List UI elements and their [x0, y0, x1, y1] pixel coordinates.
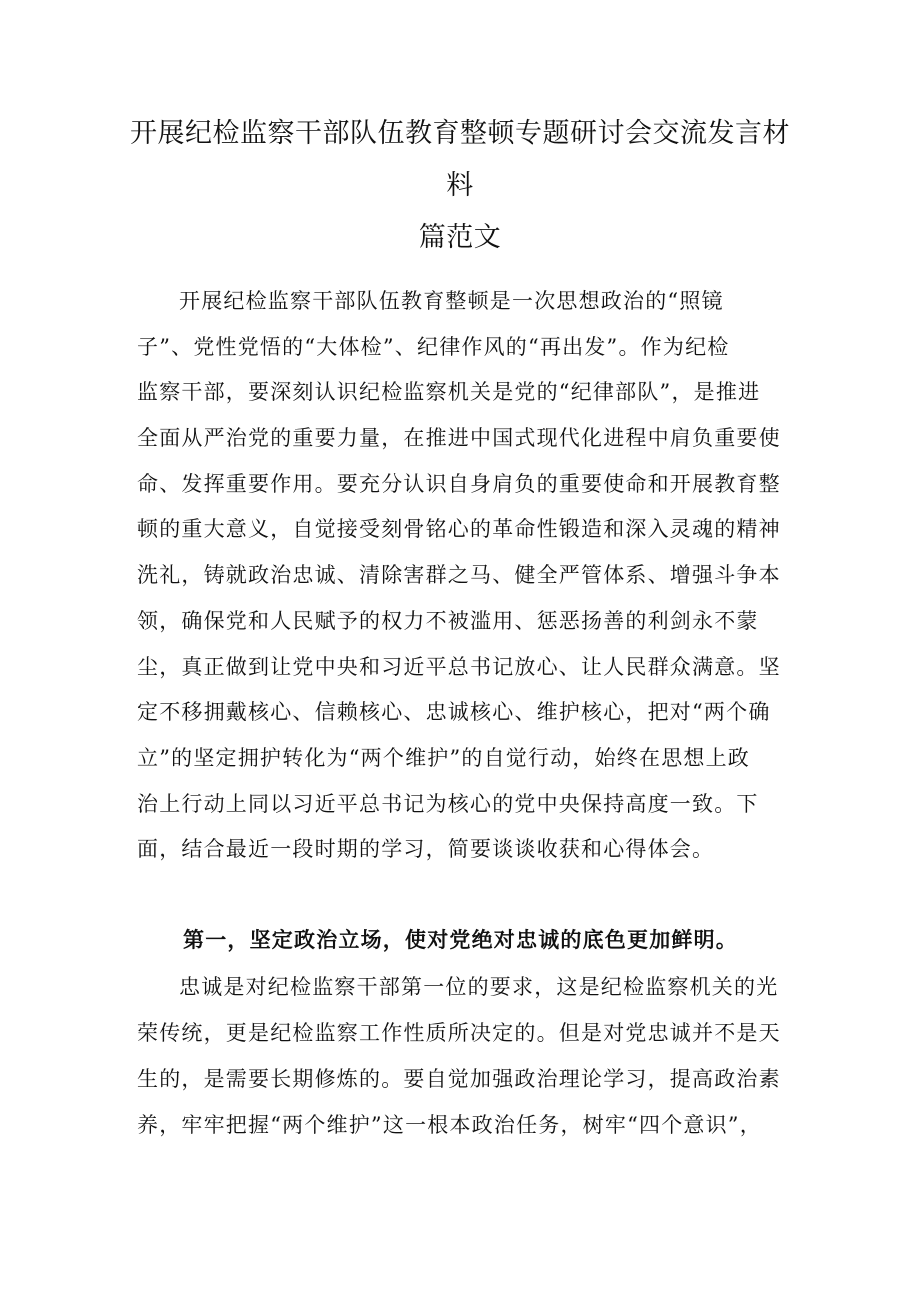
paragraph-line: 忠诚是对纪检监察干部第一位的要求，这是纪检监察机关的光	[179, 975, 779, 999]
paragraph-line: 立”的坚定拥护转化为“两个维护”的自觉行动，始终在思想上政	[137, 745, 751, 770]
paragraph-line: 面，结合最近一段时期的学习，简要谈谈收获和心得体会。	[137, 837, 715, 862]
paragraph-line: 定不移拥戴核心、信赖核心、忠诚核心、维护核心，把对“两个确	[137, 700, 771, 725]
paragraph-line: 领，确保党和人民赋予的权力不被滥用、惩恶扬善的利剑永不蒙	[137, 608, 759, 633]
paragraph-line: 顿的重大意义，自觉接受刻骨铭心的革命性锻造和深入灵魂的精神	[137, 517, 781, 542]
paragraph-line: 生的，是需要长期修炼的。要自觉加强政治理论学习，提高政治素	[137, 1067, 781, 1091]
paragraph-line: 尘，真正做到让党中央和习近平总书记放心、让人民群众满意。坚	[137, 654, 781, 679]
paragraph-line: 监察干部，要深刻认识纪检监察机关是党的“纪律部队”，是推进	[137, 380, 761, 405]
paragraph-line: 开展纪检监察干部队伍教育整顿是一次思想政治的“照镜	[179, 289, 724, 313]
paragraph-line: 治上行动上同以习近平总书记为核心的党中央保持高度一致。下	[137, 791, 759, 816]
paragraph-line: 全面从严治党的重要力量，在推进中国式现代化进程中肩负重要使	[137, 426, 781, 451]
paragraph-line: 荣传统，更是纪检监察工作性质所决定的。但是对党忠诚并不是天	[137, 1021, 781, 1045]
document-title	[120, 108, 800, 264]
paragraph-line: 子”、党性党悟的“大体检”、纪律作风的“再出发”。作为纪检	[137, 334, 730, 359]
paragraph-2	[137, 964, 787, 1148]
title-line-1: 开展纪检监察干部队伍教育整顿专题研讨会交流发言材料	[130, 118, 790, 201]
paragraph-line: 洗礼，铸就政治忠诚、清除害群之马、健全严管体系、增强斗争本	[137, 563, 781, 588]
section-heading-1: 第一，坚定政治立场，使对党绝对忠诚的底色更加鲜明。	[183, 928, 738, 952]
paragraph-line: 养，牢牢把握“两个维护”这一根本政治任务，树牢“四个意识”，	[137, 1113, 762, 1137]
paragraph-1	[137, 279, 781, 873]
title-line-2: 篇范文	[418, 222, 502, 253]
paragraph-line: 命、发挥重要作用。要充分认识自身肩负的重要使命和开展教育整	[137, 471, 781, 496]
